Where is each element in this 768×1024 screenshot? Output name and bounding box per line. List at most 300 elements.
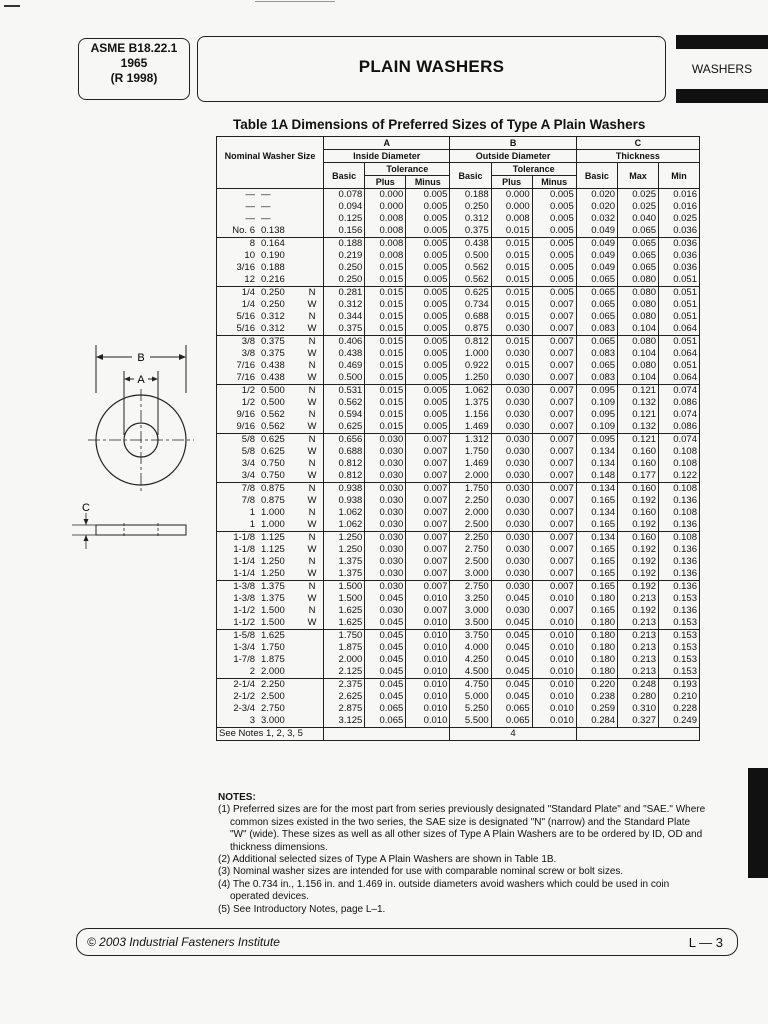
value-cell: 0.180 <box>576 617 617 630</box>
value-cell: 0.250 <box>450 201 491 213</box>
value-cell: 0.083 <box>576 372 617 385</box>
value-cell: 0.165 <box>576 495 617 507</box>
value-cell: 0.007 <box>406 495 450 507</box>
size-fraction: 1-5/8 <box>233 630 255 641</box>
value-cell: 0.005 <box>406 201 450 213</box>
value-cell: 0.030 <box>491 421 532 434</box>
value-cell: 0.213 <box>618 593 659 605</box>
value-cell: 1.469 <box>450 421 491 434</box>
value-cell: 0.045 <box>491 666 532 679</box>
value-cell: 0.007 <box>532 360 576 372</box>
value-cell: 0.065 <box>618 250 659 262</box>
nominal-size-cell <box>217 568 324 581</box>
value-cell: 2.500 <box>450 556 491 568</box>
value-cell: 0.104 <box>618 323 659 336</box>
value-cell: 0.192 <box>618 519 659 532</box>
value-cell: 1.062 <box>324 507 365 519</box>
value-cell: 0.375 <box>324 323 365 336</box>
value-cell: 0.000 <box>365 201 406 213</box>
nominal-size-cell <box>217 311 324 323</box>
basic-header: Basic <box>450 163 491 189</box>
size-series: W <box>307 593 317 604</box>
value-cell: 0.045 <box>365 630 406 643</box>
value-cell: 1.156 <box>450 409 491 421</box>
size-decimal: 0.312 <box>261 323 285 334</box>
value-cell: 0.080 <box>618 287 659 300</box>
value-cell: 0.213 <box>618 642 659 654</box>
value-cell: 0.327 <box>618 715 659 728</box>
size-fraction: 3/4 <box>241 470 255 481</box>
size-group <box>217 581 700 630</box>
value-cell: 1.469 <box>450 458 491 470</box>
table-row <box>217 495 700 507</box>
value-cell: 0.005 <box>532 262 576 274</box>
value-cell: 0.180 <box>576 654 617 666</box>
value-cell: 0.156 <box>324 225 365 238</box>
size-series: W <box>307 568 317 579</box>
table-row <box>217 409 700 421</box>
value-cell: 0.007 <box>406 544 450 556</box>
value-cell: 0.007 <box>532 348 576 360</box>
basic-header: Basic <box>576 163 617 189</box>
value-cell: 0.134 <box>576 446 617 458</box>
value-cell: 0.030 <box>491 519 532 532</box>
table-row <box>217 654 700 666</box>
value-cell: 2.875 <box>324 703 365 715</box>
size-decimal: 0.164 <box>261 238 285 249</box>
value-cell: 2.750 <box>450 544 491 556</box>
plus-header: Plus <box>491 176 532 189</box>
table-row <box>217 581 700 594</box>
value-cell: 2.250 <box>450 495 491 507</box>
value-cell: 0.007 <box>532 507 576 519</box>
value-cell: 0.213 <box>618 617 659 630</box>
table-row <box>217 262 700 274</box>
value-cell: 0.065 <box>365 715 406 728</box>
value-cell: 0.248 <box>618 679 659 692</box>
notes-reference-b: 4 <box>450 728 576 741</box>
size-series: W <box>307 544 317 555</box>
value-cell: 3.000 <box>450 568 491 581</box>
value-cell: 0.104 <box>618 372 659 385</box>
size-series: N <box>308 483 316 494</box>
value-cell: 0.007 <box>532 336 576 349</box>
value-cell: 0.030 <box>491 348 532 360</box>
value-cell: 0.180 <box>576 630 617 643</box>
value-cell: 0.080 <box>618 360 659 372</box>
standard-id: ASME B18.22.1 <box>90 41 178 55</box>
value-cell: 1.750 <box>450 446 491 458</box>
size-decimal: 1.750 <box>261 642 285 653</box>
nominal-size-cell <box>217 679 324 692</box>
value-cell: 0.007 <box>406 446 450 458</box>
value-cell: 0.500 <box>324 372 365 385</box>
value-cell: 0.030 <box>491 385 532 398</box>
size-decimal: 1.250 <box>261 568 285 579</box>
value-cell: 0.010 <box>406 642 450 654</box>
size-series: W <box>307 446 317 457</box>
value-cell: 3.500 <box>450 617 491 630</box>
size-fraction: 1-1/4 <box>233 568 255 579</box>
value-cell: 0.015 <box>365 397 406 409</box>
nominal-size-cell <box>217 470 324 483</box>
value-cell: 0.812 <box>324 458 365 470</box>
value-cell: 0.005 <box>406 238 450 251</box>
value-cell: 0.010 <box>532 642 576 654</box>
dim-label-c: C <box>82 502 90 514</box>
value-cell: 0.010 <box>532 666 576 679</box>
value-cell: 0.015 <box>491 274 532 287</box>
size-fraction: — <box>245 213 255 224</box>
value-cell: 0.051 <box>659 274 700 287</box>
nominal-size-cell <box>217 434 324 447</box>
value-cell: 0.049 <box>576 262 617 274</box>
value-cell: 0.008 <box>365 213 406 225</box>
size-group <box>217 434 700 483</box>
nominal-size-cell <box>217 666 324 679</box>
size-decimal: 0.250 <box>261 299 285 310</box>
size-series <box>303 679 321 691</box>
value-cell: 0.165 <box>576 605 617 617</box>
size-fraction: 1-7/8 <box>233 654 255 665</box>
size-fraction: 5/16 <box>236 323 255 334</box>
value-cell: 0.005 <box>406 250 450 262</box>
value-cell: 0.015 <box>491 238 532 251</box>
size-fraction: 7/8 <box>241 495 255 506</box>
value-cell: 0.134 <box>576 483 617 496</box>
size-fraction: 7/16 <box>236 360 255 371</box>
value-cell: 0.030 <box>491 581 532 594</box>
size-decimal: 0.625 <box>261 446 285 457</box>
nominal-size-cell <box>217 360 324 372</box>
value-cell: 0.594 <box>324 409 365 421</box>
size-fraction: 1-3/4 <box>233 642 255 653</box>
nominal-size-cell <box>217 189 324 202</box>
table-row <box>217 507 700 519</box>
value-cell: 0.249 <box>659 715 700 728</box>
size-series <box>303 225 321 237</box>
size-decimal: 0.375 <box>261 336 285 347</box>
standard-box <box>78 38 190 100</box>
size-fraction: 1-1/8 <box>233 544 255 555</box>
value-cell: 0.005 <box>406 323 450 336</box>
value-cell: 0.025 <box>618 201 659 213</box>
size-series: N <box>308 409 316 420</box>
size-decimal: — <box>261 213 271 224</box>
size-fraction: 5/8 <box>241 434 255 445</box>
value-cell: 0.015 <box>491 360 532 372</box>
size-group <box>217 336 700 385</box>
value-cell: 0.000 <box>491 201 532 213</box>
table-row <box>217 274 700 287</box>
value-cell: 0.007 <box>532 421 576 434</box>
value-cell: 0.005 <box>406 409 450 421</box>
size-decimal: — <box>261 201 271 212</box>
nominal-size-cell <box>217 385 324 398</box>
value-cell: 0.109 <box>576 397 617 409</box>
value-cell: 0.625 <box>450 287 491 300</box>
value-cell: 0.065 <box>491 715 532 728</box>
value-cell: 0.030 <box>365 556 406 568</box>
size-series: N <box>308 581 316 592</box>
value-cell: 1.500 <box>324 593 365 605</box>
size-decimal: 0.216 <box>261 274 285 285</box>
size-series: N <box>308 556 316 567</box>
value-cell: 0.005 <box>406 372 450 385</box>
nominal-size-cell <box>217 299 324 311</box>
size-decimal: 1.125 <box>261 532 285 543</box>
nominal-size-cell <box>217 507 324 519</box>
value-cell: 1.375 <box>324 556 365 568</box>
size-decimal: 2.750 <box>261 703 285 714</box>
value-cell: 0.192 <box>618 581 659 594</box>
corner-mark <box>4 5 20 7</box>
value-cell: 0.010 <box>406 679 450 692</box>
value-cell: 0.136 <box>659 581 700 594</box>
value-cell: 0.007 <box>406 605 450 617</box>
value-cell: 0.036 <box>659 225 700 238</box>
value-cell: 0.312 <box>324 299 365 311</box>
min-header: Min <box>659 163 700 189</box>
note-item: (3) Nominal washer sizes are intended for use with comparable nominal screw or bolt sizes. <box>218 866 624 878</box>
value-cell: 0.812 <box>324 470 365 483</box>
value-cell: 0.008 <box>365 238 406 251</box>
size-decimal: 1.250 <box>261 556 285 567</box>
value-cell: 2.000 <box>324 654 365 666</box>
value-cell: 5.500 <box>450 715 491 728</box>
value-cell: 0.220 <box>576 679 617 692</box>
value-cell: 0.007 <box>532 568 576 581</box>
value-cell: 0.007 <box>532 470 576 483</box>
value-cell: 0.160 <box>618 532 659 545</box>
value-cell: 0.010 <box>406 593 450 605</box>
inside-diameter-header: Inside Diameter <box>324 150 450 163</box>
value-cell: 0.094 <box>324 201 365 213</box>
value-cell: 0.005 <box>532 189 576 202</box>
value-cell: 0.030 <box>491 483 532 496</box>
value-cell: 0.045 <box>491 630 532 643</box>
value-cell: 0.132 <box>618 421 659 434</box>
nominal-size-cell <box>217 715 324 728</box>
value-cell: 0.125 <box>324 213 365 225</box>
value-cell: 0.010 <box>406 715 450 728</box>
nominal-size-cell <box>217 238 324 251</box>
outside-diameter-header: Outside Diameter <box>450 150 576 163</box>
max-header: Max <box>618 163 659 189</box>
size-series: W <box>307 519 317 530</box>
size-group <box>217 238 700 287</box>
value-cell: 0.030 <box>491 397 532 409</box>
size-decimal: 0.562 <box>261 421 285 432</box>
size-series <box>303 691 321 703</box>
value-cell: 0.259 <box>576 703 617 715</box>
value-cell: 0.030 <box>365 483 406 496</box>
value-cell: 0.010 <box>532 703 576 715</box>
value-cell: 0.065 <box>576 336 617 349</box>
note-item: (4) The 0.734 in., 1.156 in. and 1.469 in. outside diameters avoid washers which could be used in coin operated devices. <box>218 878 670 903</box>
value-cell: 0.015 <box>491 311 532 323</box>
table-row <box>217 238 700 251</box>
value-cell: 0.051 <box>659 299 700 311</box>
notes-heading: NOTES: <box>218 792 256 803</box>
value-cell: 0.049 <box>576 238 617 251</box>
note-item: (1) Preferred sizes are for the most part from series previously designated "Standard Plate" and "SAE." Where common sizes existed in the two series, the SAE size is designated "N" (narrow) and the Standard Plate "W" (wide). These sizes as well as all other sizes of Type A Plain Washers are to be ordered by ID, OD and thickness dimensions. <box>218 804 706 853</box>
nominal-size-cell <box>217 691 324 703</box>
value-cell: 0.065 <box>365 703 406 715</box>
value-cell: 1.250 <box>450 372 491 385</box>
value-cell: 0.015 <box>365 372 406 385</box>
value-cell: 0.007 <box>532 446 576 458</box>
value-cell: 3.250 <box>450 593 491 605</box>
value-cell: 0.007 <box>532 299 576 311</box>
value-cell: 0.121 <box>618 385 659 398</box>
value-cell: 0.010 <box>532 654 576 666</box>
value-cell: 0.078 <box>324 189 365 202</box>
size-series: N <box>308 311 316 322</box>
table-row <box>217 213 700 225</box>
value-cell: 1.875 <box>324 642 365 654</box>
nominal-size-cell <box>217 201 324 213</box>
value-cell: 0.030 <box>365 446 406 458</box>
size-decimal: 0.500 <box>261 385 285 396</box>
value-cell: 0.030 <box>365 470 406 483</box>
plus-header: Plus <box>365 176 406 189</box>
size-group <box>217 385 700 434</box>
value-cell: 0.562 <box>450 262 491 274</box>
value-cell: 0.015 <box>365 323 406 336</box>
size-fraction: 1-1/2 <box>233 605 255 616</box>
value-cell: 0.015 <box>491 287 532 300</box>
value-cell: 4.500 <box>450 666 491 679</box>
size-series <box>303 715 321 727</box>
size-decimal: 1.000 <box>261 507 285 518</box>
value-cell: 0.812 <box>450 336 491 349</box>
value-cell: 0.438 <box>324 348 365 360</box>
value-cell: 0.025 <box>618 189 659 202</box>
value-cell: 0.344 <box>324 311 365 323</box>
minus-header: Minus <box>532 176 576 189</box>
value-cell: 0.030 <box>365 581 406 594</box>
section-bar-bottom <box>676 89 768 103</box>
value-cell: 0.121 <box>618 409 659 421</box>
size-decimal: 2.000 <box>261 666 285 677</box>
section-label: WASHERS <box>691 62 753 76</box>
nominal-size-cell <box>217 250 324 262</box>
table-row <box>217 666 700 679</box>
value-cell: 0.160 <box>618 507 659 519</box>
value-cell: 0.238 <box>576 691 617 703</box>
value-cell: 0.030 <box>491 544 532 556</box>
value-cell: 0.005 <box>406 421 450 434</box>
size-series: W <box>307 397 317 408</box>
value-cell: 0.136 <box>659 605 700 617</box>
tolerance-header: Tolerance <box>491 163 576 176</box>
size-fraction: 1-3/8 <box>233 581 255 592</box>
value-cell: 0.049 <box>576 225 617 238</box>
table-row <box>217 201 700 213</box>
value-cell: 0.095 <box>576 409 617 421</box>
value-cell: 0.005 <box>532 287 576 300</box>
value-cell: 0.015 <box>365 385 406 398</box>
nominal-size-cell <box>217 703 324 715</box>
value-cell: 0.284 <box>576 715 617 728</box>
nominal-size-cell <box>217 642 324 654</box>
value-cell: 0.250 <box>324 274 365 287</box>
value-cell: 0.030 <box>491 507 532 519</box>
value-cell: 0.160 <box>618 446 659 458</box>
value-cell: 0.015 <box>491 250 532 262</box>
value-cell: 0.030 <box>365 568 406 581</box>
size-fraction: 3/8 <box>241 348 255 359</box>
value-cell: 0.136 <box>659 519 700 532</box>
dim-label-a: A <box>137 374 145 386</box>
value-cell: 0.005 <box>406 385 450 398</box>
value-cell: 1.750 <box>450 483 491 496</box>
size-group <box>217 532 700 581</box>
size-decimal: 1.000 <box>261 519 285 530</box>
size-series <box>303 189 321 201</box>
value-cell: 0.030 <box>491 495 532 507</box>
size-series <box>303 630 321 642</box>
size-series: N <box>308 336 316 347</box>
value-cell: 0.030 <box>491 323 532 336</box>
value-cell: 0.049 <box>576 250 617 262</box>
value-cell: 0.213 <box>618 630 659 643</box>
value-cell: 1.500 <box>324 581 365 594</box>
value-cell: 0.051 <box>659 360 700 372</box>
value-cell: 0.036 <box>659 262 700 274</box>
size-fraction: 2 <box>249 666 255 677</box>
value-cell: 0.015 <box>491 225 532 238</box>
size-decimal: 0.500 <box>261 397 285 408</box>
value-cell: 0.005 <box>532 238 576 251</box>
value-cell: 0.010 <box>532 630 576 643</box>
value-cell: 0.134 <box>576 507 617 519</box>
size-fraction: No. 6 <box>232 225 255 236</box>
value-cell: 1.375 <box>324 568 365 581</box>
nominal-size-cell <box>217 397 324 409</box>
note-item: (2) Additional selected sizes of Type A Plain Washers are shown in Table 1B. <box>218 854 557 866</box>
value-cell: 0.108 <box>659 532 700 545</box>
value-cell: 0.015 <box>365 262 406 274</box>
table-row <box>217 642 700 654</box>
value-cell: 0.210 <box>659 691 700 703</box>
value-cell: 1.000 <box>450 348 491 360</box>
nominal-size-cell <box>217 274 324 287</box>
value-cell: 0.016 <box>659 189 700 202</box>
page-number: L — 3 <box>688 935 723 950</box>
value-cell: 0.005 <box>406 274 450 287</box>
value-cell: 0.007 <box>532 397 576 409</box>
table-row <box>217 360 700 372</box>
size-fraction: 9/16 <box>236 409 255 420</box>
table-row <box>217 189 700 202</box>
value-cell: 0.015 <box>491 262 532 274</box>
value-cell: 0.015 <box>491 336 532 349</box>
value-cell: 5.000 <box>450 691 491 703</box>
value-cell: 0.065 <box>576 311 617 323</box>
nominal-size-cell <box>217 483 324 496</box>
value-cell: 0.045 <box>365 654 406 666</box>
value-cell: 0.007 <box>532 323 576 336</box>
value-cell: 0.030 <box>491 470 532 483</box>
size-series: W <box>307 495 317 506</box>
table-row <box>217 385 700 398</box>
value-cell: 0.010 <box>406 630 450 643</box>
value-cell: 0.045 <box>365 593 406 605</box>
table-row <box>217 703 700 715</box>
value-cell: 0.086 <box>659 421 700 434</box>
